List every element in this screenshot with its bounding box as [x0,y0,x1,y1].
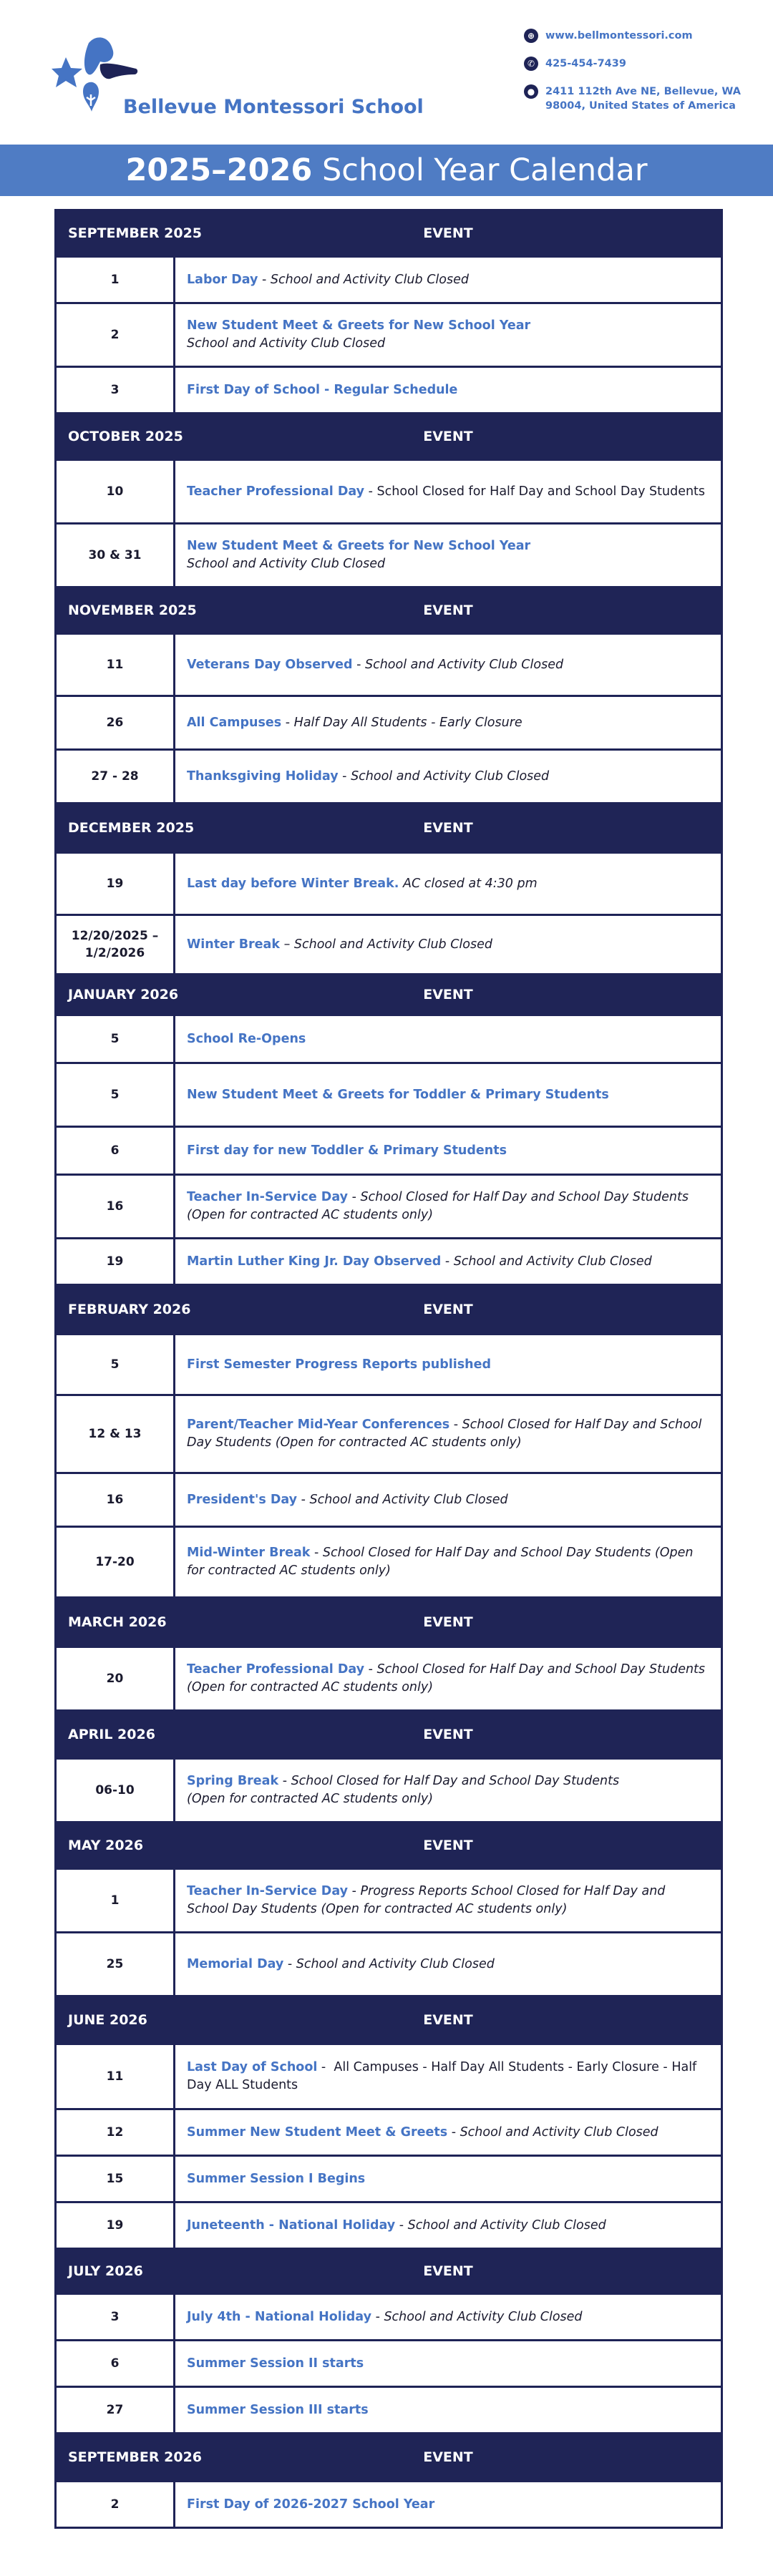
month-header [57,1284,721,1335]
event-cell [175,854,721,914]
event-description: School and Activity Club Closed [460,2124,658,2140]
calendar-row [57,2295,721,2339]
event-title: Summer Session III starts [187,2402,369,2417]
event-cell [175,635,721,695]
event-title: Spring Break [187,1774,279,1788]
event-separator: - [317,2060,334,2074]
event-separator: - [283,1956,296,1971]
event-cell [175,258,721,302]
event-separator: - [352,657,365,672]
event-date: 19 [57,2203,175,2248]
event-title: Teacher In-Service Day [187,1884,348,1898]
event-date: 25 [57,1933,175,1995]
website-row[interactable] [524,29,753,43]
month-header [57,2248,721,2295]
event-cell [175,2388,721,2432]
event-separator: - [395,2218,408,2233]
month-header [57,1821,721,1870]
event-column-label: EVENT [423,1727,473,1742]
month-header [57,209,721,258]
event-description: AC closed at 4:30 pm [402,876,538,891]
event-date: 11 [57,2045,175,2108]
month-label: JANUARY 2026 [68,987,179,1002]
event-title: Thanksgiving Holiday [187,769,339,784]
month-label: APRIL 2026 [68,1727,155,1742]
event-date: 11 [57,635,175,695]
event-cell [175,2045,721,2108]
event-separator: – [280,937,294,952]
calendar-row [57,695,721,748]
event-column-label: EVENT [423,1838,473,1853]
event-description: Progress Reports School Closed for Half Day and School Day Students (Open for contracted AC students only) [187,1884,666,1916]
month-label: JULY 2026 [68,2263,143,2279]
event-description: School and Activity Club Closed [407,2218,606,2233]
month-label: MAY 2026 [68,1838,144,1853]
calendar-row [57,1472,721,1526]
event-date: 06-10 [57,1760,175,1821]
month-header [57,586,721,635]
event-cell [175,2110,721,2155]
month-header [57,1995,721,2045]
calendar-row [57,748,721,802]
event-cell [175,1396,721,1472]
event-date: 16 [57,1176,175,1237]
event-cell [175,1933,721,1995]
event-cell [175,697,721,748]
calendar-row [57,635,721,695]
event-column-label: EVENT [423,987,473,1002]
event-date: 12 & 13 [57,1396,175,1472]
calendar-row [57,1648,721,1709]
event-separator: - [348,1884,361,1898]
event-cell [175,2482,721,2527]
event-title: President's Day [187,1492,298,1507]
event-title: First Day of 2026-2027 School Year [187,2497,435,2512]
event-title: All Campuses [187,715,282,730]
event-cell [175,1474,721,1526]
event-date: 20 [57,1648,175,1709]
event-title: New Student Meet & Greets for New School Year [187,539,531,553]
event-title: New Student Meet & Greets for New School Year [187,318,531,333]
event-title: Summer New Student Meet & Greets [187,2124,448,2140]
calendar-row [57,302,721,366]
calendar-row [57,1394,721,1472]
event-description: School Closed for Half Day and School Day Students (Open for contracted AC students only) [187,1190,689,1222]
event-title: Summer Session II starts [187,2356,364,2371]
event-title: Veterans Day Observed [187,657,353,672]
event-description: School Closed for Half Day and School Day Students (Open for contracted AC students only) [187,1546,694,1578]
calendar-row [57,258,721,302]
banner-year: 2025–2026 [125,152,313,188]
phone-row[interactable] [524,57,753,71]
event-date: 5 [57,1016,175,1062]
event-column-label: EVENT [423,820,473,836]
event-cell [175,2295,721,2339]
event-date: 10 [57,461,175,522]
website-link[interactable]: www.bellmontessori.com [545,30,693,42]
calendar-row [57,1062,721,1126]
event-title: Teacher In-Service Day [187,1190,348,1204]
calendar-row [57,2482,721,2527]
month-header [57,2432,721,2482]
event-description: School and Activity Club Closed [309,1492,508,1507]
month-label: FEBRUARY 2026 [68,1302,191,1317]
event-title: Mid-Winter Break [187,1546,311,1560]
calendar-row [57,2201,721,2248]
event-title: Last Day of School [187,2060,318,2074]
event-title: Memorial Day [187,1956,284,1971]
event-date: 26 [57,697,175,748]
event-title: Martin Luther King Jr. Day Observed [187,1254,442,1269]
event-cell [175,2157,721,2201]
event-description: All Campuses - Half Day All Students - Early Closure - Half Day ALL Students [187,2060,697,2092]
event-description: School Closed for Half Day and School Day Students (Open for contracted AC students only) [187,1662,706,1694]
banner-title: School Year Calendar [312,152,648,188]
event-date: 17-20 [57,1528,175,1596]
event-column-label: EVENT [423,429,473,444]
event-column-label: EVENT [423,2263,473,2279]
calendar-row [57,1335,721,1394]
event-date: 6 [57,2341,175,2386]
event-date: 1 [57,1870,175,1931]
event-description: School Closed for Half Day and School Day Students [291,1774,620,1788]
event-separator: - [348,1190,361,1204]
event-description: School and Activity Club Closed [384,2309,583,2324]
calendar-title-banner [0,145,773,196]
calendar-row [57,366,721,412]
event-description: School and Activity Club Closed [453,1254,652,1269]
event-column-label: EVENT [423,2012,473,2028]
month-label: NOVEMBER 2025 [68,602,197,618]
event-date: 27 [57,2388,175,2432]
event-date: 16 [57,1474,175,1526]
calendar-row [57,1526,721,1596]
month-label: DECEMBER 2025 [68,820,195,836]
event-column-label: EVENT [423,602,473,618]
event-date: 12 [57,2110,175,2155]
calendar-row [57,2386,721,2432]
event-description: School and Activity Club Closed [270,272,469,287]
month-header [57,412,721,461]
globe-icon: ⊕ [524,29,538,43]
event-date: 5 [57,1064,175,1126]
event-description: School and Activity Club Closed [187,336,386,351]
event-title: Teacher Professional Day [187,1662,365,1677]
event-separator: - [258,272,271,287]
event-column-label: EVENT [423,2449,473,2465]
event-description: Half Day All Students - Early Closure [293,715,522,730]
event-separator: - [447,2124,460,2140]
event-description: School and Activity Club Closed [187,557,386,571]
event-cell [175,1528,721,1596]
event-separator: - [449,1418,462,1432]
event-title: Last day before Winter Break. [187,876,399,891]
month-header [57,1596,721,1648]
event-date: 2 [57,304,175,366]
event-cell [175,1064,721,1126]
calendar-row [57,854,721,914]
event-date: 5 [57,1335,175,1394]
event-date: 30 & 31 [57,525,175,586]
event-cell [175,461,721,522]
month-header [57,1709,721,1760]
event-date: 2 [57,2482,175,2527]
event-title: Summer Session I Begins [187,2171,366,2186]
event-title: Teacher Professional Day [187,484,365,499]
calendar-row [57,1016,721,1062]
event-description: School and Activity Club Closed [364,657,564,672]
page-header [0,0,773,143]
event-cell [175,1760,721,1821]
event-description: School and Activity Club Closed [351,769,550,784]
event-date: 1 [57,258,175,302]
month-label: SEPTEMBER 2025 [68,225,203,241]
event-date: 3 [57,368,175,412]
event-cell [175,304,721,366]
event-title: School Re-Opens [187,1031,306,1046]
event-cell [175,525,721,586]
event-cell [175,368,721,412]
event-description-line2: (Open for contracted AC students only) [187,1792,434,1806]
phone-icon: ✆ [524,57,538,71]
calendar-row [57,522,721,586]
event-date: 6 [57,1128,175,1174]
phone-number[interactable]: 425-454-7439 [545,58,626,69]
event-description: School and Activity Club Closed [293,937,492,952]
calendar-row [57,2339,721,2386]
calendar-row [57,1126,721,1174]
event-date: 27 - 28 [57,751,175,802]
event-date: 19 [57,1239,175,1284]
calendar-row [57,461,721,522]
calendar-row [57,1174,721,1237]
event-title: Labor Day [187,272,258,287]
event-cell [175,2341,721,2386]
event-title: Winter Break [187,937,281,952]
address-text: 2411 112th Ave NE, Bellevue, WA 98004, United States of America [545,86,742,112]
event-separator: - [310,1546,323,1560]
event-separator: - [441,1254,454,1269]
event-cell [175,1239,721,1284]
calendar-row [57,1760,721,1821]
event-column-label: EVENT [423,225,473,241]
event-column-label: EVENT [423,1302,473,1317]
event-title: New Student Meet & Greets for Toddler & Primary Students [187,1087,609,1102]
address-row [524,84,753,113]
event-title: First day for new Toddler & Primary Students [187,1143,507,1158]
event-date: 12/20/2025 – 1/2/2026 [57,916,175,973]
calendar-row [57,1931,721,1995]
event-title: First Semester Progress Reports published [187,1357,492,1372]
calendar-row [57,2045,721,2108]
event-title: July 4th - National Holiday [187,2309,371,2324]
event-separator: - [371,2309,384,2324]
event-cell [175,1870,721,1931]
event-title: Juneteenth - National Holiday [187,2218,396,2233]
event-date: 15 [57,2157,175,2201]
month-header [57,973,721,1016]
event-description: School and Activity Club Closed [296,1956,495,1971]
event-separator: - [364,1662,377,1677]
calendar-table [54,209,723,2529]
event-column-label: EVENT [423,1614,473,1630]
school-name: Bellevue Montessori School [123,96,424,118]
event-cell [175,2203,721,2248]
contact-info [524,29,753,127]
event-cell [175,916,721,973]
event-separator: - [338,769,351,784]
event-separator: - [364,484,377,499]
month-label: OCTOBER 2025 [68,429,183,444]
event-separator: - [281,715,294,730]
calendar-row [57,1870,721,1931]
event-cell [175,1335,721,1394]
event-date: 3 [57,2295,175,2339]
event-cell [175,751,721,802]
event-separator: - [297,1492,310,1507]
event-cell [175,1016,721,1062]
calendar-row [57,2155,721,2201]
location-pin-icon: ● [524,84,538,99]
event-title: Parent/Teacher Mid-Year Conferences [187,1418,450,1432]
calendar-row [57,2108,721,2155]
month-label: SEPTEMBER 2026 [68,2449,203,2465]
event-date: 19 [57,854,175,914]
event-cell [175,1128,721,1174]
month-label: JUNE 2026 [68,2012,147,2028]
month-label: MARCH 2026 [68,1614,167,1630]
event-description: School Closed for Half Day and School Day Students [376,484,706,499]
calendar-row [57,1237,721,1284]
calendar-row [57,914,721,973]
event-cell [175,1176,721,1237]
month-header [57,802,721,854]
event-description: School Closed for Half Day and School Day Students (Open for contracted AC students only) [187,1418,702,1450]
event-separator: - [278,1774,291,1788]
event-title: First Day of School - Regular Schedule [187,382,458,397]
event-cell [175,1648,721,1709]
